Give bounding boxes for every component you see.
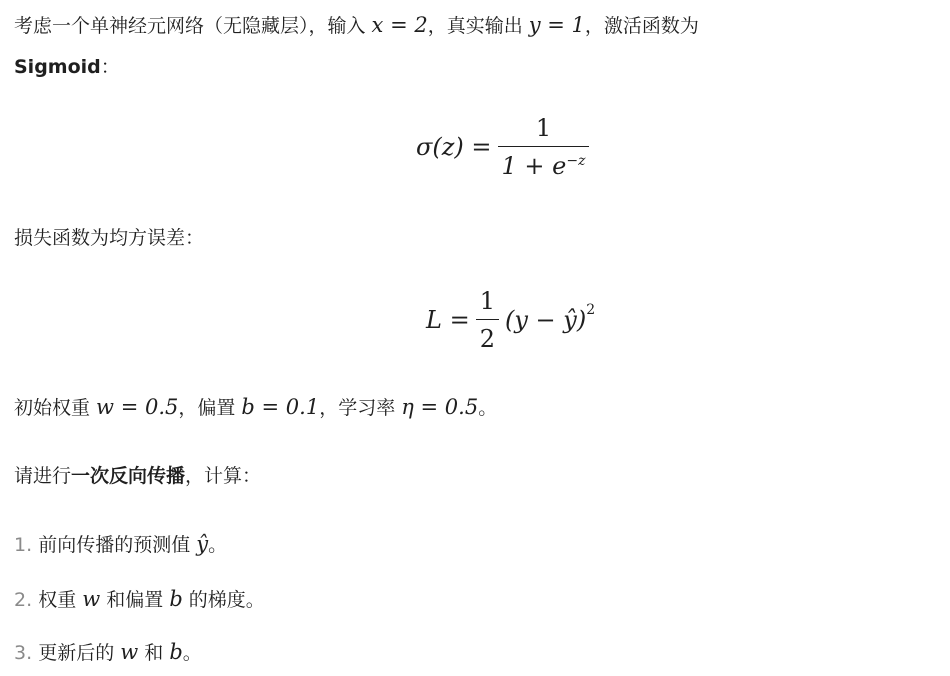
params-text-1: 初始权重 — [14, 397, 97, 419]
loss-intro: 损失函数为均方误差： — [14, 227, 205, 249]
intro-text-1: 考虑一个单神经元网络（无隐藏层），输入 — [14, 15, 372, 37]
list-var-2: b — [169, 640, 183, 664]
sigmoid-label: Sigmoid — [14, 56, 101, 78]
loss-fraction — [476, 287, 499, 353]
list-item-2 — [14, 586, 265, 613]
sigmoid-denominator-exp: −z — [566, 153, 586, 169]
sigmoid-lhs: σ(z) = — [416, 133, 492, 161]
list-text-end: 。 — [208, 534, 228, 556]
params-text-3: ，学习率 — [319, 397, 402, 419]
list-text: 前向传播的预测值 — [38, 534, 197, 556]
list-text-mid: 和偏置 — [100, 589, 170, 611]
input-x-equation: x = 2 — [371, 13, 428, 37]
params-line — [14, 394, 497, 421]
sigmoid-denominator-base: 1 + e — [501, 152, 567, 180]
loss-rhs: (y − ŷ) — [504, 306, 587, 334]
list-number: 3. — [14, 642, 33, 664]
list-var-2: b — [169, 587, 183, 611]
bias-equation: b = 0.1 — [241, 395, 320, 419]
loss-numerator: 1 — [479, 287, 495, 315]
sigmoid-denominator — [498, 146, 590, 180]
loss-denominator: 2 — [476, 319, 499, 353]
sigmoid-numerator: 1 — [535, 114, 552, 142]
intro-line-1 — [14, 12, 699, 39]
task-prefix: 请进行 — [14, 465, 72, 487]
loss-lhs: L = — [426, 306, 470, 334]
list-number: 2. — [14, 589, 33, 611]
list-item-3 — [14, 639, 202, 666]
sigmoid-formula — [416, 114, 595, 180]
list-text-end: 。 — [182, 642, 202, 664]
params-text-4: 。 — [478, 397, 498, 419]
task-line — [14, 463, 261, 489]
list-item-1 — [14, 531, 227, 558]
list-text: 更新后的 — [38, 642, 121, 664]
output-y-equation: y = 1 — [528, 13, 585, 37]
list-text: 权重 — [38, 589, 83, 611]
list-var: w — [82, 587, 101, 611]
list-text-mid: 和 — [138, 642, 170, 664]
intro-text-2: ，真实输出 — [427, 15, 529, 37]
intro-line-2 — [14, 54, 120, 80]
task-suffix: ，计算： — [185, 465, 262, 487]
list-number: 1. — [14, 534, 33, 556]
weight-equation: w = 0.5 — [96, 395, 179, 419]
loss-rhs-exp: 2 — [586, 302, 596, 318]
list-var: w — [120, 640, 139, 664]
list-text-end: 的梯度。 — [182, 589, 265, 611]
params-text-2: ，偏置 — [178, 397, 242, 419]
loss-formula — [426, 287, 595, 353]
sigmoid-fraction — [498, 114, 590, 180]
intro-colon: ： — [100, 56, 120, 78]
learning-rate-equation: η = 0.5 — [401, 395, 479, 419]
list-var: ŷ — [196, 532, 209, 556]
intro-text-3: ，激活函数为 — [584, 15, 699, 37]
task-bold: 一次反向传播 — [71, 465, 186, 487]
